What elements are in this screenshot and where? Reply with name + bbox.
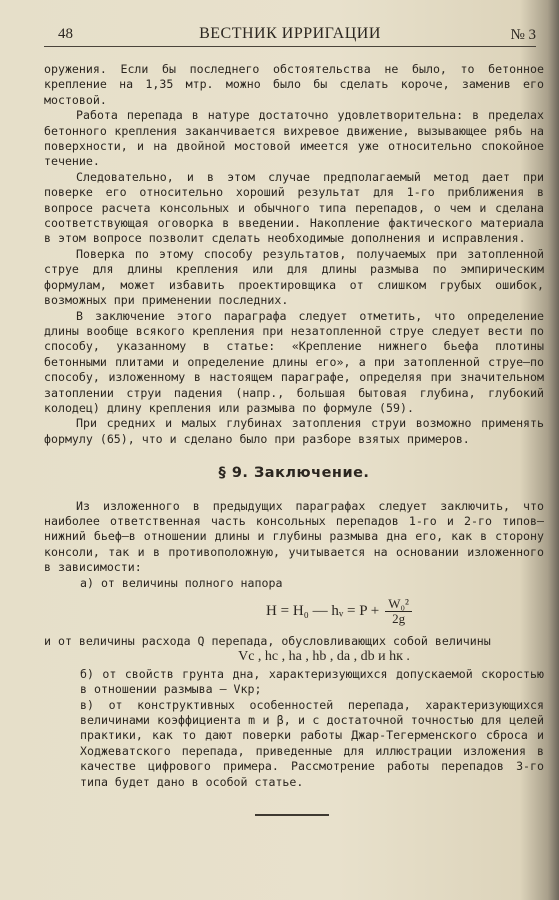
section-heading: § 9. Заключение.	[218, 465, 370, 482]
paragraph-6: При средних и малых глубинах затопления струи возможно применять формулу (65), что и сделано было при разборе взятых примеров.	[44, 416, 544, 446]
formula-numerator: W₀²	[385, 597, 412, 612]
list-item-c: в) от конструктивных особенностей перепада, характеризующихся величинами коэффициента m и β, и с достаточной точностью для целей практики, как то дают поверки работы Джар-Тегерменского сброса и Ходжеватского перепада, приведенные для иллюстрации изложения в качестве цифрового примера. Рассмотрение работы перепадов 3-го типа будет дано в особой статье.	[80, 697, 544, 789]
paragraph-3: Следовательно, и в этом случае предполагаемый метод дает при поверке его относительно хороший результат для 1-го приближения в вопросе расчета консольных и обычного типа перепадов, о чем и сделана соответствующая оговорка в введении. Накопление фактического материала в этом вопросе позволит сделать необходимые дополнения и исправления.	[44, 169, 544, 246]
page-number: 48	[58, 26, 73, 42]
running-header	[44, 24, 536, 47]
issue-number: № 3	[510, 27, 536, 43]
variables-list: Vc , hc , ha , hb , da , db и hк .	[238, 649, 410, 665]
list-item-a-continued: и от величины расхода Q перепада, обусловливающих собой величины	[44, 634, 491, 648]
head-formula	[134, 597, 544, 626]
list-item-b: б) от свойств грунта дна, характеризующихся допускаемой скоростью в отношении размыва — Vкр;	[80, 666, 544, 697]
article-body	[44, 62, 544, 790]
section-intro: Из изложенного в предыдущих параграфах следует заключить, что наиболее ответственная часть консольных перепадов 1-го и 2-го типов—нижний бьеф—в отношении длины и глубины размыва дна его, как в сторону консоли, так и в противоположную, учитывается на основании изложенного в зависимости:	[44, 498, 544, 575]
list-item-a: а) от величины полного напора	[80, 575, 283, 590]
end-rule	[255, 814, 329, 816]
formula-denominator: 2g	[392, 611, 406, 626]
paragraph-1: оружения. Если бы последнего обстоятельства не было, то бетонное крепление на 1,35 мтр. можно было бы сделать короче, заменив его мостовой.	[44, 62, 544, 107]
paragraph-2: Работа перепада в натуре достаточно удовлетворительна: в пределах бетонного крепления заканчивается вихревое движение, вызывающее рябь на поверхности, и на двойной мостовой имеется уже относительно спокойное течение.	[44, 108, 544, 169]
formula-fraction	[385, 597, 412, 626]
journal-title: ВЕСТНИК ИРРИГАЦИИ	[199, 25, 381, 42]
formula-lhs: H = H₀ — hᵥ = P +	[266, 602, 380, 619]
paragraph-4: Поверка по этому способу результатов, получаемых при затопленной струе для длины крепления или для длины размыва по эмпирическим формулам, может избавить проектировщика от слишком грубых ошибок, возможных при применении последних.	[44, 246, 544, 308]
paragraph-5: В заключение этого параграфа следует отметить, что определение длины вообще всякого крепления при незатопленной струе следует вести по способу, указанному в статье: «Крепление нижнего бьефа плотины бетонными плитами и определение длины его», а при затопленной струе—по способу, изложенному в настоящем параграфе, определяя при значительном затоплении струи падения (напр., большая бытовая глубина, глубокий колодец) длину крепления или размыва по формуле (59).	[44, 308, 544, 415]
